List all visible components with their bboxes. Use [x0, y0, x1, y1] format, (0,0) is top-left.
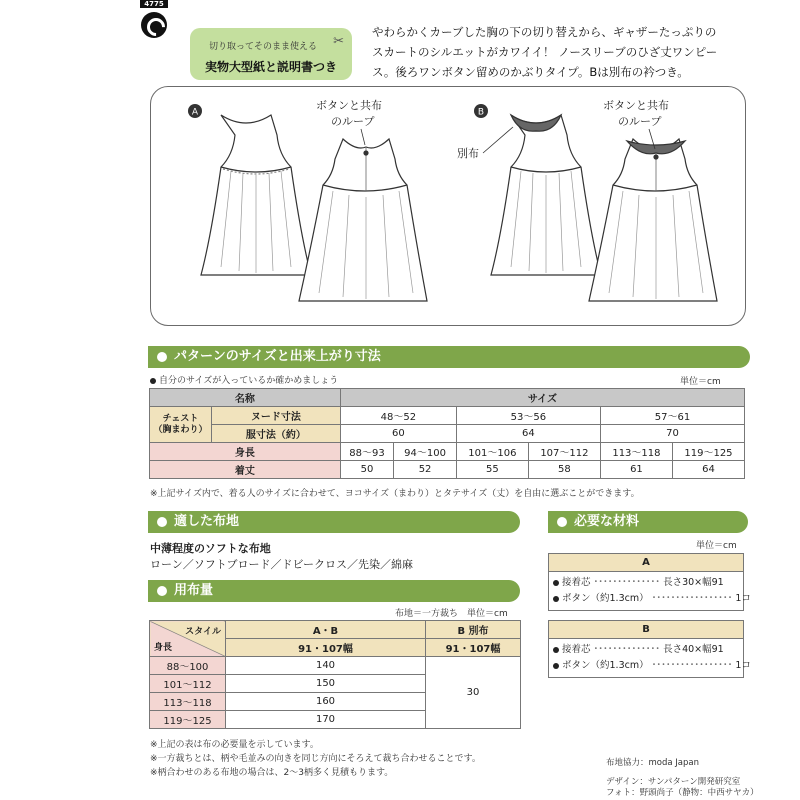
size-table — [149, 388, 745, 479]
table-cell: 101〜112 — [150, 675, 226, 693]
garment-size-label: 服寸法（約） — [212, 425, 341, 443]
materials-a-box — [548, 553, 751, 611]
scissors-icon: ✂ — [333, 34, 344, 49]
intro-line: ス。後ろワンボタン留めのかぶりタイプ。Bは別布の衿つき。 — [372, 65, 689, 79]
table-cell: 160 — [226, 693, 426, 711]
materials-b-header: B — [549, 621, 743, 639]
fabric-headline: 中薄程度のソフトな布地 — [150, 542, 271, 555]
intro-text — [372, 22, 742, 82]
table-cell: 58 — [528, 461, 600, 479]
nude-size-label: ヌード寸法 — [212, 407, 341, 425]
table-cell: 113〜118 — [150, 693, 226, 711]
size-name-header: 名称 — [150, 389, 341, 407]
table-cell: 48〜52 — [340, 407, 456, 425]
col-ab-header: A・B — [226, 621, 426, 639]
chest-label — [150, 407, 212, 443]
table-cell: 101〜106 — [456, 443, 528, 461]
table-cell: 55 — [456, 461, 528, 479]
size-note-text: 自分のサイズが入っているか確かめましょう — [159, 376, 339, 386]
table-cell: 52 — [394, 461, 457, 479]
yardage-footnote: ※一方裁ちとは、柄や毛並みの向きを同じ方向にそろえて裁ち合わせることです。 — [150, 754, 481, 764]
badge-subtitle: 切り取ってそのまま使える — [208, 42, 317, 52]
yardage-footnote: ※柄合わせのある布地の場合は、2〜3柄多く見積もります。 — [150, 768, 394, 778]
yardage-footnotes — [150, 738, 481, 780]
height-label: 身長 — [154, 643, 173, 653]
length-label: 着丈 — [150, 461, 341, 479]
table-cell: 50 — [340, 461, 393, 479]
materials-a-button: ボタン（約1.3cm） ･････････････････ 1コ — [549, 591, 743, 607]
table-cell: 150 — [226, 675, 426, 693]
b-fabric-value: 30 — [426, 657, 521, 729]
badge-title: 実物大型紙と説明書つき — [204, 60, 337, 74]
table-cell: 113〜118 — [600, 443, 672, 461]
style-a-label: A — [191, 107, 199, 118]
style-b-back-dress — [589, 139, 717, 301]
materials-a-interfacing: 接着芯 ･･････････････ 長さ30×幅91 — [549, 575, 743, 591]
materials-section-title: 必要な材料 — [574, 514, 640, 529]
loop-label-a-line2: のループ — [331, 115, 375, 128]
fabric-types: ローン／ソフトブロード／ドビークロス／先染／綿麻 — [150, 558, 414, 571]
brand-logo-icon — [141, 12, 167, 38]
yardage-unit-note: 布地＝一方裁ち 単位＝cm — [395, 609, 508, 619]
loop-label-b-line1: ボタンと共布 — [603, 99, 669, 112]
dress-illustration — [151, 87, 747, 327]
table-cell: 140 — [226, 657, 426, 675]
materials-a-header: A — [549, 554, 743, 572]
intro-line: やわらかくカーブした胸の下の切り替えから、ギャザーたっぷりの — [372, 25, 717, 39]
table-cell: 94〜100 — [394, 443, 457, 461]
width-ab: 91・107幅 — [226, 639, 426, 657]
width-b: 91・107幅 — [426, 639, 521, 657]
table-cell: 53〜56 — [456, 407, 600, 425]
size-note — [150, 373, 338, 386]
chest-label-line1: チェスト — [162, 413, 199, 424]
yardage-corner-cell — [150, 621, 226, 657]
style-b-label: B — [477, 107, 485, 118]
design-credit: デザイン：サンパターン開発研究室 — [606, 777, 741, 787]
table-cell: 61 — [600, 461, 672, 479]
loop-label-b-line2: のループ — [618, 115, 662, 128]
table-cell: 60 — [340, 425, 456, 443]
chest-label-line2: （胸まわり） — [153, 424, 208, 435]
yardage-section-title: 用布量 — [174, 583, 214, 598]
style-b-front-dress — [491, 115, 601, 275]
table-cell: 64 — [672, 461, 744, 479]
yardage-table — [149, 620, 521, 729]
size-footnote: ※上記サイズ内で、着る人のサイズに合わせて、ヨコサイズ（まわり）とタテサイズ（丈）を自由に選ぶことができます。 — [150, 489, 640, 499]
table-cell: 70 — [600, 425, 744, 443]
style-a-back-dress — [299, 139, 427, 301]
intro-line: スカートのシルエットがカワイイ！ ノースリーブのひざ丈ワンピー — [372, 45, 718, 59]
size-unit: 単位＝cm — [680, 377, 721, 387]
bullet-icon — [150, 378, 156, 384]
yardage-section-header — [148, 580, 520, 602]
table-cell: 119〜125 — [150, 711, 226, 729]
dress-illustration-panel — [150, 86, 746, 326]
materials-unit: 単位＝cm — [696, 541, 737, 551]
materials-b-box — [548, 620, 751, 678]
size-header: サイズ — [340, 389, 744, 407]
size-section-title: パターンのサイズと出来上がり寸法 — [174, 349, 381, 364]
table-cell: 57〜61 — [600, 407, 744, 425]
photo-credit: フォト：野頭尚子（静物：中西サヤカ） — [606, 788, 759, 798]
height-label: 身長 — [150, 443, 341, 461]
pattern-number: 4775 — [140, 0, 168, 8]
loop-label-a-line1: ボタンと共布 — [316, 99, 382, 112]
full-size-pattern-badge — [190, 28, 352, 80]
table-cell: 107〜112 — [528, 443, 600, 461]
table-cell: 119〜125 — [672, 443, 744, 461]
col-b-header: B 別布 — [426, 621, 521, 639]
style-label: スタイル — [185, 627, 221, 637]
style-a-front-dress — [201, 115, 311, 275]
materials-section-header — [548, 511, 748, 533]
table-cell: 64 — [456, 425, 600, 443]
yardage-footnote: ※上記の表は布の必要量を示しています。 — [150, 740, 319, 750]
materials-b-button: ボタン（約1.3cm） ･････････････････ 1コ — [549, 658, 743, 674]
collar-label: 別布 — [457, 147, 479, 160]
size-section-header — [148, 346, 750, 368]
fabric-section-title: 適した布地 — [174, 514, 240, 529]
materials-b-interfacing: 接着芯 ･･････････････ 長さ40×幅91 — [549, 642, 743, 658]
table-cell: 88〜93 — [340, 443, 393, 461]
table-cell: 88〜100 — [150, 657, 226, 675]
fabric-section-header — [148, 511, 520, 533]
table-cell: 170 — [226, 711, 426, 729]
fabric-credit: 布地協力：moda Japan — [606, 758, 699, 768]
